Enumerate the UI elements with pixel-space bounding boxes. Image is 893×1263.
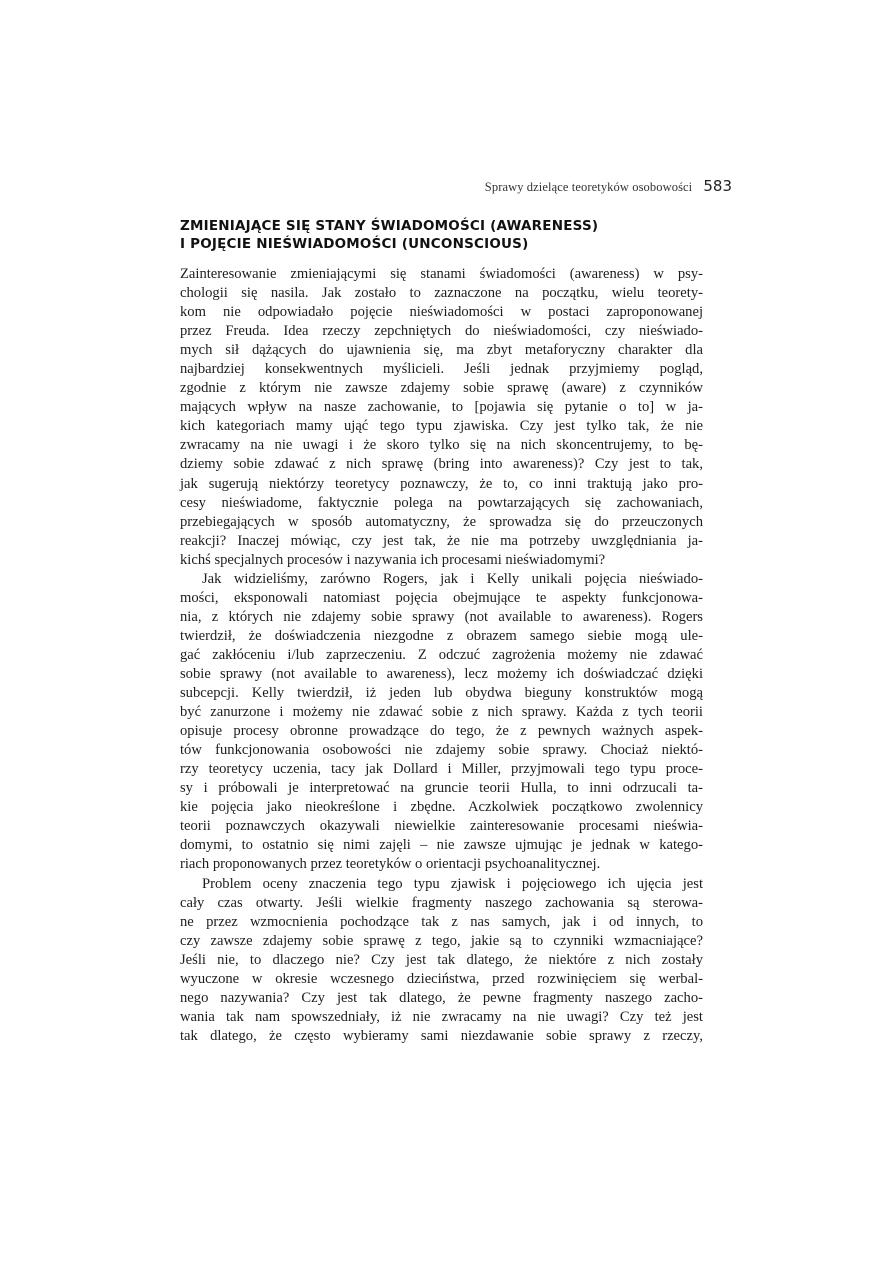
running-head-title: Sprawy dzielące teoretyków osobowości — [484, 180, 693, 194]
body-line: rzy teoretycy uczenia, tacy jak Dollard i Miller, przyjmowali tego typu proce- — [180, 761, 703, 778]
body-line: tak dlatego, że często wybieramy sami niezdawanie sobie sprawy z rzeczy, — [180, 1027, 703, 1044]
body-line: być zanurzone i możemy nie zdawać sobie z nich sprawy. Każda z tych teorii — [180, 704, 703, 721]
body-line: nego nazywania? Czy jest tak dlatego, że pewne fragmenty naszego zacho- — [180, 989, 703, 1006]
body-line: sobie sprawy (not available to awareness), lecz możemy ich doświadczać dzięki — [180, 665, 703, 682]
body-line: domymi, to ostatnio się nimi zajęli – nie zawsze ujmując je jednak w katego- — [180, 837, 703, 854]
body-line: kichś specjalnych procesów i nazywania ich procesami nieświadomymi? — [180, 551, 606, 568]
page-number: 583 — [703, 177, 732, 195]
body-line: mości, eksponowali natomiast pojęcia obejmujące te aspekty funkcjonowa- — [180, 589, 703, 606]
section-heading — [180, 217, 740, 253]
body-line: teorii poznawczych okazywali niewielkie zainteresowanie procesami nieświa- — [180, 818, 703, 835]
body-line: najbardziej konsekwentnych myślicieli. Jeśli jednak przyjmiemy pogląd, — [180, 361, 703, 378]
body-line: zgodnie z którym nie zawsze zdajemy sobie sprawę (aware) z czynników — [180, 380, 703, 397]
running-head — [180, 176, 732, 195]
body-line: reakcji? Inaczej mówiąc, czy jest tak, że nie ma potrzeby uwzględniania ja- — [180, 532, 703, 549]
section-heading-line: ZMIENIAJĄCE SIĘ STANY ŚWIADOMOŚCI (AWARENESS) — [180, 218, 599, 234]
body-line: zwracamy na nie uwagi i że skoro tylko się na nich skoncentrujemy, to bę- — [180, 437, 703, 454]
body-line: dziemy sobie zdawać z nich sprawę (bring into awareness)? Czy jest to tak, — [180, 456, 703, 473]
body-line: przebiegających w sposób automatyczny, że sprowadza się do przeuczonych — [180, 513, 703, 530]
body-line: Jeśli nie, to dlaczego nie? Czy jest tak dlatego, że niektóre z nich zostały — [180, 951, 703, 968]
body-line: przez Freuda. Idea rzeczy zepchniętych do nieświadomości, czy nieświado- — [180, 323, 703, 340]
body-line: cesy nieświadome, faktycznie polega na powtarzających się zachowaniach, — [180, 494, 703, 511]
body-line: jak sugerują niektórzy teoretycy poznawczy, że to, co inni traktują jako pro- — [180, 475, 703, 492]
body-line: Zainteresowanie zmieniającymi się stanami świadomości (awareness) w psy- — [180, 266, 703, 282]
body-line: Jak widzieliśmy, zarówno Rogers, jak i Kelly unikali pojęcia nieświado- — [202, 570, 703, 587]
section-heading-line: I POJĘCIE NIEŚWIADOMOŚCI (UNCONSCIOUS) — [180, 236, 529, 252]
body-line: wyuczone w okresie wczesnego dzieciństwa, przed rozwinięciem się werbal- — [180, 970, 703, 987]
body-line: opisuje procesy obronne prowadzące do tego, że z pewnych ważnych aspek- — [180, 723, 703, 740]
body-line: mających wpływ na nasze zachowanie, to [pojawia się pytanie o to] w ja- — [180, 399, 703, 416]
body-line: kom nie odpowiadało pojęcie nieświadomości w postaci zaproponowanej — [180, 304, 703, 321]
body-line: Problem oceny znaczenia tego typu zjawisk i pojęciowego ich ujęcia jest — [202, 875, 703, 892]
body-line: cały czas otwarty. Jeśli wielkie fragmenty naszego zachowania są sterowa- — [180, 894, 703, 911]
body-line: subcepcji. Kelly twierdził, iż jeden lub obydwa bieguny konstruktów mogą — [180, 685, 703, 702]
body-line: czy zawsze zdajemy sobie sprawę z tego, jakie są to czynniki wzmacniające? — [180, 932, 703, 949]
body-line: kie pojęcia jako nieokreślone i zbędne. Aczkolwiek początkowo zwolennicy — [180, 799, 703, 816]
body-line: chologii się nasila. Jak zostało to zaznaczone na początku, wielu teorety- — [180, 285, 703, 302]
body-line: mych sił dążących do ujawnienia się, ma zbyt metaforyczny charakter dla — [180, 342, 703, 359]
body-line: wania tak nam spowszedniały, iż nie zwracamy na nie uwagi? Czy też jest — [180, 1008, 703, 1025]
body-line: sy i próbowali je interpretować na gruncie teorii Hulla, to inni odrzucali ta- — [180, 780, 703, 797]
body-line: ne przez wzmocnienia pochodzące tak z nas samych, jak i od innych, to — [180, 913, 703, 930]
body-line: gać zakłóceniu i/lub zaprzeczeniu. Z odczuć zagrożenia możemy nie zdawać — [180, 646, 703, 663]
body-line: kich kategoriach mamy ująć tego typu zjawiska. Czy jest tylko tak, że nie — [180, 418, 703, 435]
body-text — [180, 265, 703, 1046]
body-line: twierdził, że doświadczenia niezgodne z obrazem samego siebie mogą ule- — [180, 627, 703, 644]
body-line: tów funkcjonowania osobowości nie zdajemy sobie sprawy. Chociaż niektó- — [180, 742, 703, 759]
body-line: riach proponowanych przez teoretyków o orientacji psychoanalitycznej. — [180, 856, 601, 873]
body-line: nia, z których nie zdajemy sobie sprawy (not available to awareness). Rogers — [180, 608, 703, 625]
